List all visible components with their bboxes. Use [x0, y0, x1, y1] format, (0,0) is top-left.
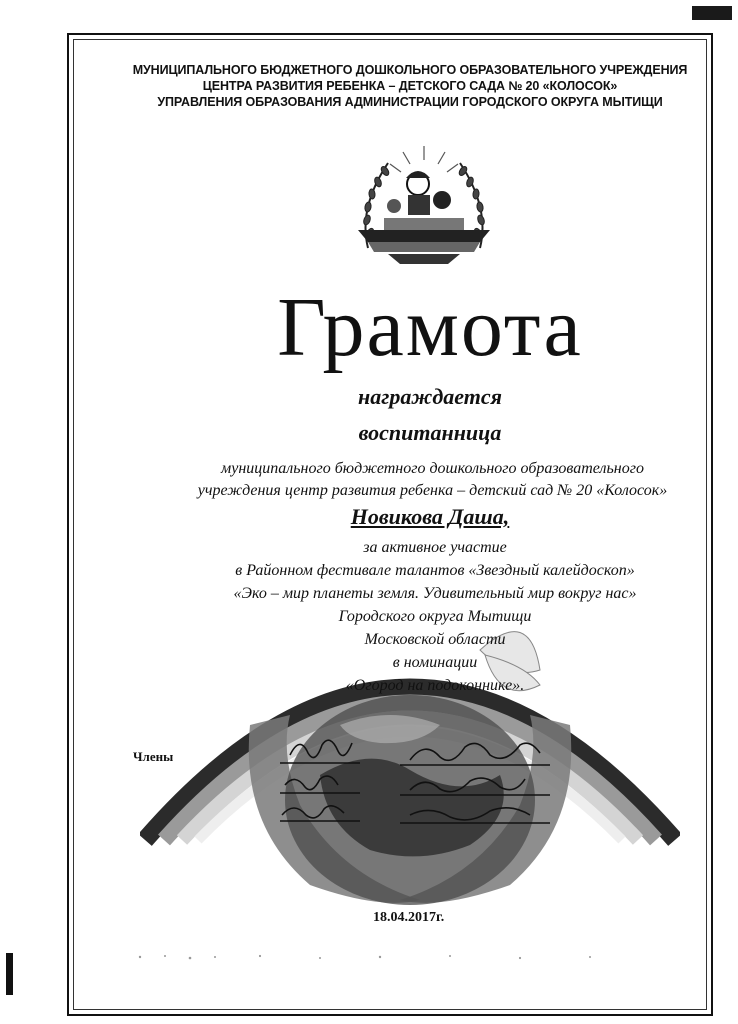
- details-line-5: Московской области: [364, 631, 506, 648]
- scan-mark-left: [6, 953, 13, 995]
- header-line-1: МУНИЦИПАЛЬНОГО БЮДЖЕТНОГО ДОШКОЛЬНОГО ОБРАЗОВАТЕЛЬНОГО УЧРЕЖДЕНИЯ: [132, 63, 688, 77]
- jury-members-label: Члены: [133, 749, 174, 764]
- details-line-7: «Огород на подоконнике».: [345, 677, 525, 694]
- award-details: [150, 536, 720, 697]
- scan-noise: [120, 952, 680, 962]
- handwritten-signatures-icon: [260, 735, 580, 830]
- details-line-4: Городского округа Мытищи: [338, 608, 532, 625]
- issue-date: 18.04.2017г.: [373, 910, 445, 925]
- institution-line-1: муниципального бюджетного дошкольного образовательного: [221, 460, 644, 477]
- recipient-name: Новикова Даша,: [350, 504, 510, 529]
- certificate-title: Грамота: [277, 281, 583, 374]
- header-line-3: УПРАВЛЕНИЯ ОБРАЗОВАНИЯ АДМИНИСТРАЦИИ ГОРОДСКОГО ОКРУГА МЫТИЩИ: [157, 95, 663, 109]
- scan-mark-top: [692, 6, 732, 20]
- award-line-1: награждается: [358, 384, 502, 409]
- institution-line-2: учреждения центр развития ребенка – детский сад № 20 «Колосок»: [197, 482, 668, 499]
- details-line-3: «Эко – мир планеты земля. Удивительный мир вокруг нас»: [233, 585, 637, 602]
- institution-header: [110, 62, 710, 110]
- institution-text: [140, 458, 725, 502]
- header-line-2: ЦЕНТРА РАЗВИТИЯ РЕБЕНКА – ДЕТСКОГО САДА № 20 «КОЛОСОК»: [202, 79, 618, 93]
- award-line-2: воспитанница: [358, 420, 502, 445]
- details-line-1: за активное участие: [363, 539, 507, 556]
- kindergarten-emblem-icon: [348, 138, 500, 268]
- details-line-6: в номинации: [392, 654, 478, 671]
- details-line-2: в Районном фестивале талантов «Звездный калейдоскоп»: [235, 562, 635, 579]
